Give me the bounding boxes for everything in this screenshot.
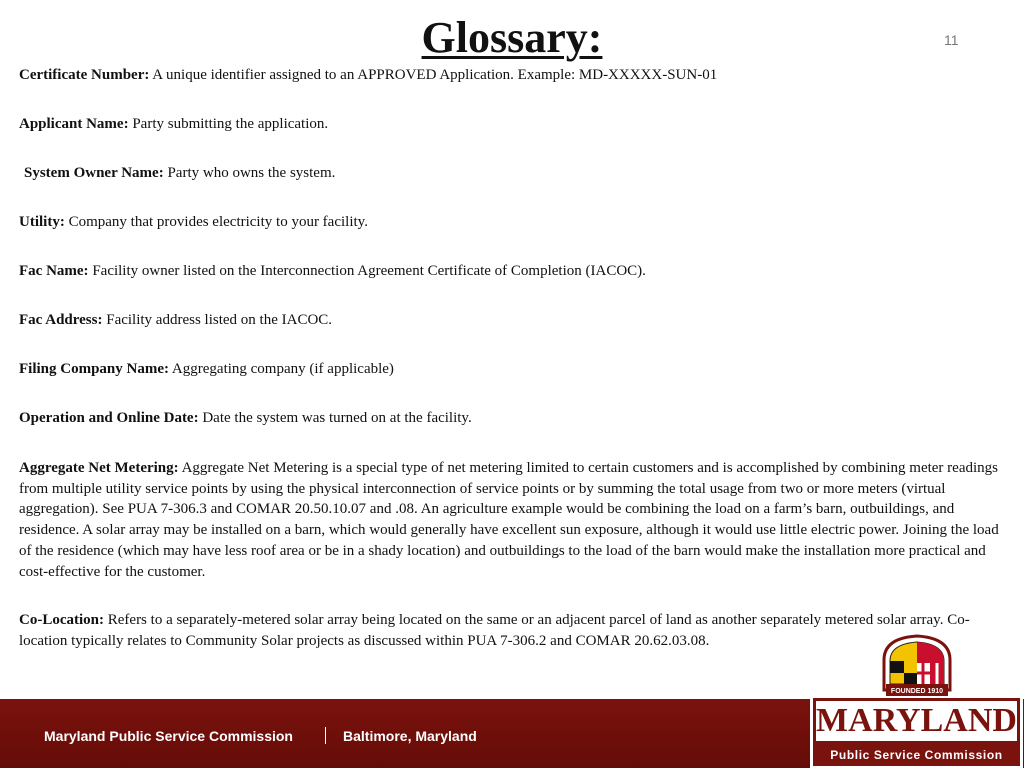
glossary-definition: Company that provides electricity to your facility. [64, 214, 368, 230]
glossary-entry-applicant-name [19, 114, 1004, 135]
glossary-term: Applicant Name: [19, 116, 129, 132]
glossary-definition: Aggregating company (if applicable) [169, 361, 394, 377]
glossary-term: Certificate Number: [19, 67, 150, 83]
glossary-entry-system-owner-name [24, 163, 1009, 184]
glossary-entry-fac-address [19, 310, 1004, 331]
glossary-term: Filing Company Name: [19, 361, 169, 377]
glossary-entry-certificate-number [19, 65, 1004, 86]
slide-title-text: Glossary: [421, 13, 603, 62]
maryland-seal-icon [876, 632, 958, 702]
logo-subtitle: Public Service Commission [813, 744, 1020, 766]
glossary-term: Aggregate Net Metering: [19, 460, 179, 476]
glossary-definition: Facility address listed on the IACOC. [102, 312, 333, 328]
glossary-entry-aggregate-net-metering [19, 458, 1004, 582]
glossary-term: Co-Location: [19, 612, 104, 628]
glossary-definition: Party who owns the system. [163, 165, 336, 181]
slide-title [0, 10, 1024, 66]
footer-divider [325, 727, 326, 744]
glossary-entry-co-location [19, 610, 1004, 651]
logo-maryland-wordmark: MARYLAND [813, 698, 1020, 744]
glossary-definition: Party submitting the application. [128, 116, 329, 132]
glossary-term: Fac Address: [19, 312, 103, 328]
glossary-term: Fac Name: [19, 263, 89, 279]
glossary-definition: Refers to a separately-metered solar array being located on the same or an adjacent parcel of land as another separately metered solar array. Co-location typically relates to Community Solar projects as discussed within PUA 7-306.2 and COMAR 20.62.03.08. [19, 612, 970, 649]
glossary-term: Utility: [19, 214, 65, 230]
glossary-entry-fac-name [19, 261, 1004, 282]
footer-location: Baltimore, Maryland [343, 728, 477, 744]
glossary-definition: Aggregate Net Metering is a special type of net metering limited to certain customers and is accomplished by combining meter readings from multiple utility service points by using the physical interconnection of service points or by summing the total usage from two or more meters (virtual aggregation). See PUA 7-306.3 and COMAR 20.50.10.07 and .08. An agriculture example would be combining the load on a farm’s barn, outbuildings, and residence. A solar array may be installed on a barn, which would generally have excellent sun exposure, although it would use little electric power. Joining the load of the residence (which may have less roof area or be in a shady location) and outbuildings to the load of the barn would make the installation more practical and cost-effective for the customer. [19, 460, 999, 580]
glossary-entry-filing-company-name [19, 359, 1004, 380]
glossary-definition: A unique identifier assigned to an APPROVED Application. Example: MD-XXXXX-SUN-01 [149, 67, 718, 83]
slide-number: 11 [944, 32, 959, 48]
glossary-entry-utility [19, 212, 1004, 233]
seal-founded-text: FOUNDED 1910 [890, 688, 944, 695]
glossary-definition: Date the system was turned on at the facility. [198, 410, 472, 426]
footer-organization: Maryland Public Service Commission [44, 728, 293, 744]
glossary-definition: Facility owner listed on the Interconnection Agreement Certificate of Completion (IACOC). [88, 263, 646, 279]
glossary-entry-operation-online-date [19, 408, 1004, 429]
glossary-term: Operation and Online Date: [19, 410, 199, 426]
glossary-term: System Owner Name: [24, 165, 164, 181]
